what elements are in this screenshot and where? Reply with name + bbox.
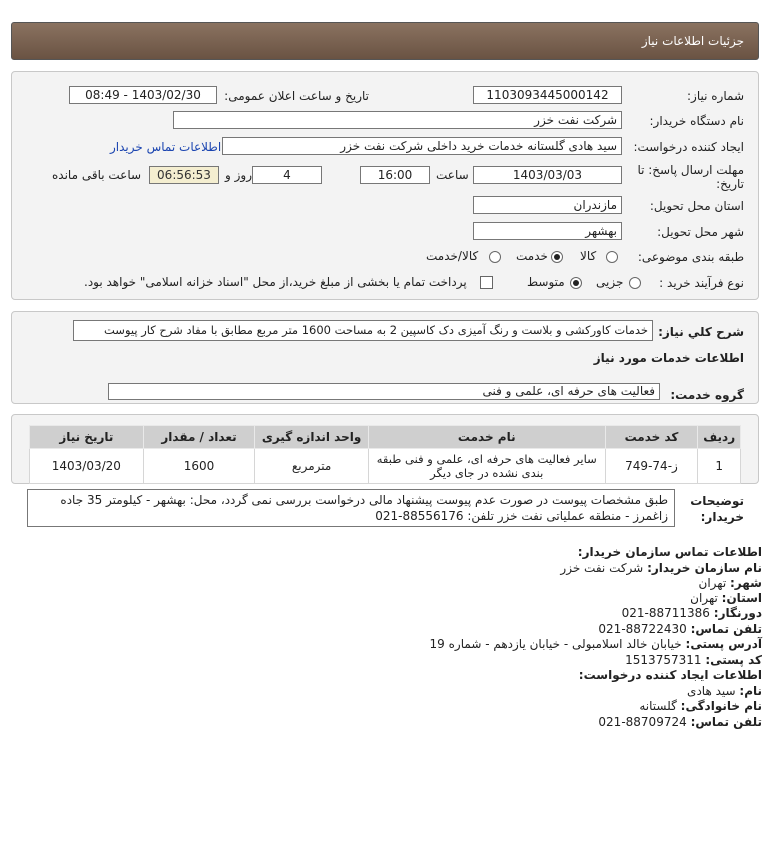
- services-table: [29, 425, 741, 484]
- buyer-notes-label-1: توضیحات: [690, 494, 744, 508]
- col-code: کد خدمت: [605, 426, 698, 449]
- col-name: نام خدمت: [368, 426, 605, 449]
- buyer-notes-label-2: خریدار:: [700, 510, 744, 524]
- process-radio-minor[interactable]: [629, 277, 641, 289]
- need-info-panel: [11, 71, 759, 300]
- remaining-label: ساعت باقی مانده: [52, 168, 142, 182]
- treasury-payment-note: پرداخت تمام یا بخشی از مبلغ خرید،از محل "اسناد خزانه اسلامی" خواهد بود.: [84, 275, 467, 289]
- row-code: ز-74-749: [605, 449, 698, 484]
- row-index: 1: [698, 449, 741, 484]
- process-option-medium: متوسط: [527, 275, 565, 289]
- buyer-org-label: نام دستگاه خریدار:: [649, 114, 744, 128]
- services-section-title: اطلاعات خدمات مورد نیاز: [593, 351, 744, 365]
- province-field: مازندران: [473, 196, 622, 214]
- buyer-org-field: شرکت نفت خزر: [173, 111, 622, 129]
- page-header: [11, 22, 759, 60]
- contact-fax: دورنگار: 88711386-021: [621, 606, 762, 620]
- page-title: جزئیات اطلاعات نیاز: [641, 34, 744, 48]
- row-date: 1403/03/20: [30, 449, 144, 484]
- contact-phone: تلفن تماس: 88722430-021: [598, 622, 762, 636]
- category-option-service: خدمت: [516, 249, 548, 263]
- buyer-notes-line-1: طبق مشخصات پیوست در صورت عدم پیوست پیشنهاد مالی درخواست بررسی نمی گردد، محل: بهشهر - کیلومتر 35 جاده: [60, 493, 668, 507]
- requester-label: ایجاد کننده درخواست:: [633, 140, 744, 154]
- treasury-payment-checkbox[interactable]: [480, 276, 493, 289]
- buyer-notes-box: [27, 489, 675, 527]
- col-index: ردیف: [698, 426, 741, 449]
- contact-city: شهر: تهران: [698, 576, 762, 590]
- description-label: شرح کلي نياز:: [658, 325, 744, 339]
- need-number-label: شماره نیاز:: [687, 89, 744, 103]
- need-number-field: 1103093445000142: [473, 86, 622, 104]
- contact-address: آدرس پستی: خیابان خالد اسلامبولی - خیابان یازدهم - شماره 19: [429, 637, 762, 651]
- category-radio-goods-service[interactable]: [489, 251, 501, 263]
- requester-field: سید هادی گلستانه خدمات خرید داخلی شرکت نفت خزر: [222, 137, 622, 155]
- category-radio-service[interactable]: [551, 251, 563, 263]
- creator-first-name: نام: سید هادی: [687, 684, 762, 698]
- creator-title: اطلاعات ایجاد کننده درخواست:: [578, 668, 762, 682]
- col-date: تاریخ نیاز: [30, 426, 144, 449]
- col-quantity: تعداد / مقدار: [143, 426, 255, 449]
- days-field: 4: [252, 166, 322, 184]
- row-quantity: 1600: [143, 449, 255, 484]
- deadline-label-2: تاریخ:: [716, 177, 744, 191]
- creator-last-name: نام خانوادگی: گلستانه: [639, 699, 762, 713]
- row-unit: مترمربع: [255, 449, 369, 484]
- contact-org-title: اطلاعات تماس سازمان خریدار:: [577, 545, 762, 559]
- province-label: استان محل تحویل:: [649, 199, 744, 213]
- contact-postal: کد پستی: 1513757311: [625, 653, 762, 667]
- col-unit: واحد اندازه گیری: [255, 426, 369, 449]
- process-option-minor: جزیی: [596, 275, 624, 289]
- days-label: روز و: [225, 168, 252, 182]
- city-field: بهشهر: [473, 222, 622, 240]
- buyer-contact-link[interactable]: اطلاعات تماس خریدار: [110, 140, 222, 154]
- city-label: شهر محل تحویل:: [657, 225, 744, 239]
- category-radio-goods[interactable]: [606, 251, 618, 263]
- category-option-goods: کالا: [580, 249, 597, 263]
- announce-label: تاریخ و ساعت اعلان عمومی:: [224, 89, 369, 103]
- process-label: نوع فرآیند خرید :: [659, 276, 744, 290]
- buyer-notes-line-2: زاغمرز - منطقه عملیاتی نفت خزر تلفن: 88556176-021: [375, 509, 668, 523]
- remaining-time-field: 06:56:53: [149, 166, 219, 184]
- category-option-goods-service: کالا/خدمت: [426, 249, 479, 263]
- service-group-field: فعالیت های حرفه ای، علمی و فنی: [108, 383, 660, 400]
- deadline-time-label: ساعت: [436, 168, 469, 182]
- deadline-label-1: مهلت ارسال پاسخ: تا: [637, 163, 744, 177]
- description-field: خدمات کاورکشی و بلاست و رنگ آمیزی دک کاسپین 2 به مساحت 1600 متر مربع مطابق با مفاد شرح کار پیوست: [73, 320, 653, 341]
- announce-field: 1403/02/30 - 08:49: [69, 86, 217, 104]
- service-group-label: گروه خدمت:: [670, 388, 744, 402]
- deadline-time-field: 16:00: [360, 166, 430, 184]
- deadline-date-field: 1403/03/03: [473, 166, 622, 184]
- row-name: سایر فعالیت های حرفه ای، علمی و فنی طبقه بندی نشده در جای دیگر: [368, 449, 605, 484]
- process-radio-medium[interactable]: [570, 277, 582, 289]
- contact-org-name: نام سازمان خریدار: شرکت نفت خزر: [560, 561, 762, 575]
- table-row: [30, 449, 741, 484]
- creator-phone: تلفن تماس: 88709724-021: [598, 715, 762, 729]
- category-label: طبقه بندی موضوعی:: [637, 250, 744, 264]
- contact-province: استان: تهران: [690, 591, 762, 605]
